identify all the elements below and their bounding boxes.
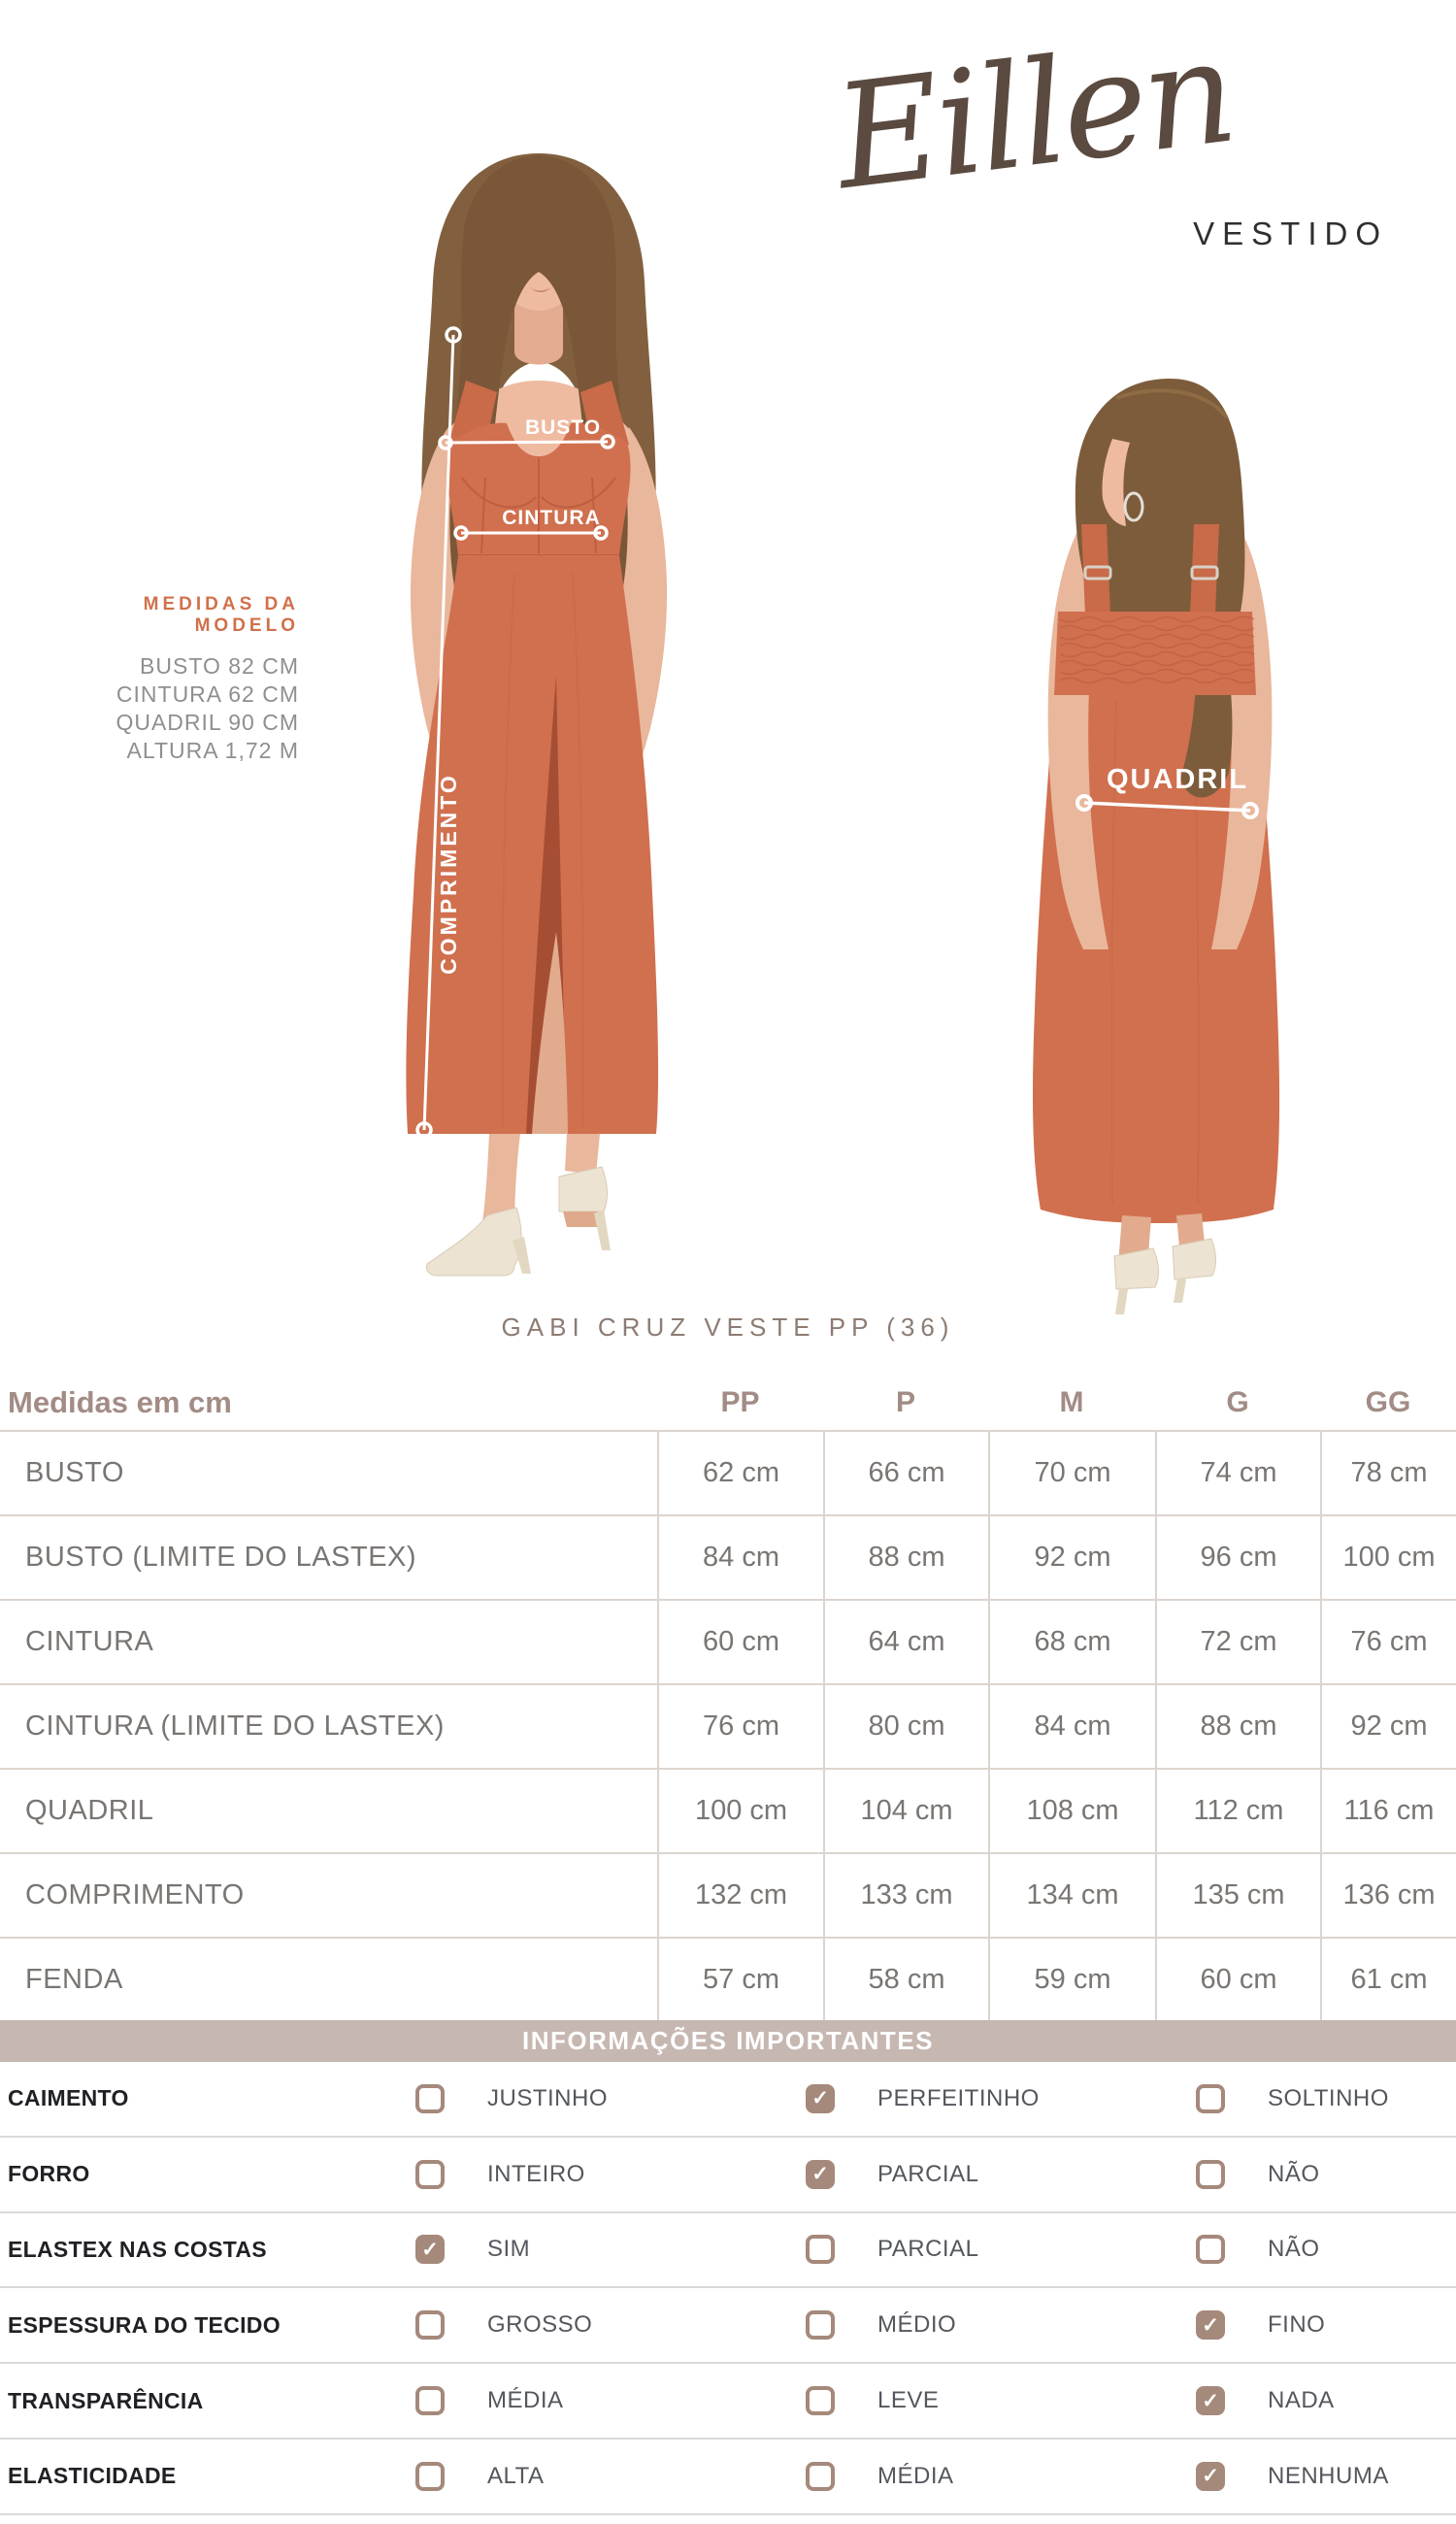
size-value-cell: 133 cm bbox=[823, 1854, 988, 1937]
option-label: FINO bbox=[1268, 2311, 1326, 2339]
option-label: MÉDIO bbox=[877, 2311, 957, 2339]
photo-caption: GABI CRUZ VESTE PP (36) bbox=[501, 1312, 955, 1342]
checkbox[interactable] bbox=[415, 2084, 445, 2113]
option-label: GROSSO bbox=[487, 2311, 593, 2339]
size-value-cell: 135 cm bbox=[1155, 1854, 1320, 1937]
checkmark-icon: ✓ bbox=[421, 2238, 439, 2261]
checkbox[interactable] bbox=[1196, 2386, 1225, 2415]
quadril-label: QUADRIL bbox=[1106, 764, 1249, 795]
size-value-cell: 104 cm bbox=[823, 1770, 988, 1852]
size-value-cell: 116 cm bbox=[1320, 1770, 1456, 1852]
option-media bbox=[806, 2462, 954, 2491]
column-header-m: M bbox=[1059, 1385, 1084, 1418]
model-waist: CINTURA 62 CM bbox=[116, 681, 299, 707]
option-label: NÃO bbox=[1268, 2236, 1320, 2263]
table-row bbox=[0, 1768, 1456, 1852]
option-parcial bbox=[806, 2235, 978, 2264]
size-value-cell: 68 cm bbox=[988, 1601, 1155, 1683]
size-value-cell: 70 cm bbox=[988, 1432, 1155, 1514]
checkbox[interactable] bbox=[1196, 2160, 1225, 2189]
size-value-cell: 61 cm bbox=[1320, 1939, 1456, 2021]
size-label-cell: CINTURA (LIMITE DO LASTEX) bbox=[25, 1710, 445, 1742]
size-value-cell: 134 cm bbox=[988, 1854, 1155, 1937]
option-label: ALTA bbox=[487, 2462, 545, 2489]
size-value-cell: 88 cm bbox=[823, 1516, 988, 1599]
model-hip: QUADRIL 90 CM bbox=[116, 710, 299, 735]
back-right-shoe bbox=[1173, 1239, 1216, 1279]
table-row bbox=[0, 1514, 1456, 1599]
checkmark-icon: ✓ bbox=[1202, 2313, 1219, 2337]
size-value-cell: 136 cm bbox=[1320, 1854, 1456, 1937]
size-value-cell: 76 cm bbox=[1320, 1601, 1456, 1683]
size-value-cell: 78 cm bbox=[1320, 1432, 1456, 1514]
option-label: MÉDIA bbox=[487, 2387, 564, 2414]
size-value-cell: 74 cm bbox=[1155, 1432, 1320, 1514]
option-alta bbox=[415, 2462, 544, 2491]
cintura-label: CINTURA bbox=[502, 507, 601, 529]
size-label-cell: BUSTO (LIMITE DO LASTEX) bbox=[25, 1542, 417, 1573]
back-model-illustration bbox=[922, 233, 1330, 1320]
size-value-cell: 132 cm bbox=[657, 1854, 823, 1937]
checkbox[interactable] bbox=[806, 2386, 835, 2415]
size-label-cell: FENDA bbox=[25, 1964, 123, 1995]
option-nenhuma bbox=[1196, 2462, 1389, 2491]
column-header-pp: PP bbox=[720, 1385, 760, 1418]
column-header-p: P bbox=[895, 1385, 915, 1418]
size-table bbox=[0, 1375, 1456, 2023]
table-row bbox=[0, 1683, 1456, 1768]
info-row-caimento bbox=[0, 2062, 1456, 2138]
option-label: MÉDIA bbox=[877, 2462, 954, 2489]
size-value-cell: 96 cm bbox=[1155, 1516, 1320, 1599]
size-label-cell: BUSTO bbox=[25, 1457, 124, 1488]
size-label-cell: QUADRIL bbox=[25, 1795, 154, 1826]
checkbox[interactable] bbox=[415, 2310, 445, 2340]
size-value-cell: 108 cm bbox=[988, 1770, 1155, 1852]
option-leve bbox=[806, 2386, 939, 2415]
option-label: SOLTINHO bbox=[1268, 2084, 1389, 2111]
size-value-cell: 57 cm bbox=[657, 1939, 823, 2021]
brand-logo: Eillen bbox=[826, 7, 1241, 221]
info-row-forro bbox=[0, 2138, 1456, 2213]
back-left-shoe bbox=[1114, 1248, 1159, 1289]
checkbox[interactable] bbox=[415, 2235, 445, 2264]
model-measurements-block bbox=[58, 594, 299, 765]
checkbox[interactable] bbox=[415, 2386, 445, 2415]
checkbox[interactable] bbox=[806, 2462, 835, 2491]
checkmark-icon: ✓ bbox=[1202, 2389, 1219, 2412]
checkbox[interactable] bbox=[806, 2310, 835, 2340]
info-row-elastex bbox=[0, 2213, 1456, 2289]
info-row-label: FORRO bbox=[8, 2161, 90, 2187]
checkbox[interactable] bbox=[1196, 2310, 1225, 2340]
info-section bbox=[0, 2062, 1456, 2515]
size-value-cell: 100 cm bbox=[1320, 1516, 1456, 1599]
checkbox[interactable] bbox=[415, 2462, 445, 2491]
option-label: PARCIAL bbox=[877, 2236, 979, 2263]
option-nao bbox=[1196, 2235, 1320, 2264]
size-value-cell: 88 cm bbox=[1155, 1685, 1320, 1768]
checkbox[interactable] bbox=[806, 2084, 835, 2113]
info-row-espessura bbox=[0, 2288, 1456, 2364]
option-label: JUSTINHO bbox=[487, 2084, 608, 2111]
option-parcial bbox=[806, 2160, 978, 2189]
table-row bbox=[0, 1430, 1456, 1514]
size-value-cell: 100 cm bbox=[657, 1770, 823, 1852]
size-table-title: Medidas em cm bbox=[8, 1384, 232, 1419]
checkbox[interactable] bbox=[1196, 2462, 1225, 2491]
checkmark-icon: ✓ bbox=[811, 2163, 829, 2186]
option-label: NÃO bbox=[1268, 2160, 1320, 2187]
option-soltinho bbox=[1196, 2084, 1389, 2113]
checkmark-icon: ✓ bbox=[1202, 2465, 1219, 2488]
option-label: PERFEITINHO bbox=[877, 2084, 1040, 2111]
option-sim bbox=[415, 2235, 530, 2264]
size-value-cell: 72 cm bbox=[1155, 1601, 1320, 1683]
size-value-cell: 76 cm bbox=[657, 1685, 823, 1768]
option-label: INTEIRO bbox=[487, 2160, 585, 2187]
option-label: PARCIAL bbox=[877, 2160, 979, 2187]
back-photo bbox=[922, 233, 1330, 1320]
comprimento-label: COMPRIMENTO bbox=[436, 773, 461, 975]
info-section-title: INFORMAÇÕES IMPORTANTES bbox=[0, 2020, 1456, 2062]
checkbox[interactable] bbox=[415, 2160, 445, 2189]
option-inteiro bbox=[415, 2160, 585, 2189]
option-label: SIM bbox=[487, 2236, 531, 2263]
size-table-header bbox=[0, 1375, 1456, 1430]
size-value-cell: 62 cm bbox=[657, 1432, 823, 1514]
checkbox[interactable] bbox=[1196, 2084, 1225, 2113]
checkbox[interactable] bbox=[806, 2235, 835, 2264]
info-row-label: TRANSPARÊNCIA bbox=[8, 2387, 204, 2413]
size-value-cell: 80 cm bbox=[823, 1685, 988, 1768]
info-row-label: ELASTEX NAS COSTAS bbox=[8, 2236, 267, 2262]
info-row-label: ESPESSURA DO TECIDO bbox=[8, 2311, 281, 2338]
size-value-cell: 58 cm bbox=[823, 1939, 988, 2021]
table-row bbox=[0, 1937, 1456, 2023]
info-row-transparencia bbox=[0, 2364, 1456, 2440]
table-row bbox=[0, 1852, 1456, 1937]
size-value-cell: 92 cm bbox=[988, 1516, 1155, 1599]
model-bust: BUSTO 82 CM bbox=[140, 653, 299, 679]
size-value-cell: 84 cm bbox=[988, 1685, 1155, 1768]
table-row bbox=[0, 1599, 1456, 1683]
option-justinho bbox=[415, 2084, 608, 2113]
model-measurements-title: MEDIDAS DA MODELO bbox=[143, 594, 299, 636]
size-value-cell: 59 cm bbox=[988, 1939, 1155, 2021]
size-value-cell: 60 cm bbox=[657, 1601, 823, 1683]
size-value-cell: 112 cm bbox=[1155, 1770, 1320, 1852]
option-label: NADA bbox=[1268, 2387, 1335, 2414]
info-row-label: CAIMENTO bbox=[8, 2085, 129, 2111]
checkbox[interactable] bbox=[1196, 2235, 1225, 2264]
size-value-cell: 92 cm bbox=[1320, 1685, 1456, 1768]
size-value-cell: 66 cm bbox=[823, 1432, 988, 1514]
option-nada bbox=[1196, 2386, 1335, 2415]
column-header-g: G bbox=[1226, 1385, 1249, 1418]
option-media bbox=[415, 2386, 564, 2415]
option-label: NENHUMA bbox=[1268, 2462, 1389, 2489]
front-left-shoe bbox=[426, 1208, 521, 1276]
checkbox[interactable] bbox=[806, 2160, 835, 2189]
front-model-illustration bbox=[281, 136, 786, 1301]
front-photo bbox=[281, 136, 786, 1301]
info-row-elasticidade bbox=[0, 2440, 1456, 2515]
busto-label: BUSTO bbox=[524, 416, 602, 439]
option-nao bbox=[1196, 2160, 1320, 2189]
option-label: LEVE bbox=[877, 2387, 940, 2414]
size-label-cell: CINTURA bbox=[25, 1626, 154, 1657]
size-label-cell: COMPRIMENTO bbox=[25, 1879, 245, 1910]
front-right-shoe bbox=[559, 1167, 608, 1212]
option-grosso bbox=[415, 2310, 592, 2340]
column-header-gg: GG bbox=[1365, 1385, 1411, 1418]
size-value-cell: 84 cm bbox=[657, 1516, 823, 1599]
checkmark-icon: ✓ bbox=[811, 2087, 829, 2110]
model-height: ALTURA 1,72 M bbox=[126, 738, 299, 763]
option-medio bbox=[806, 2310, 956, 2340]
size-value-cell: 60 cm bbox=[1155, 1939, 1320, 2021]
option-perfeitinho bbox=[806, 2084, 1040, 2113]
size-value-cell: 64 cm bbox=[823, 1601, 988, 1683]
brand-category: VESTIDO bbox=[1193, 216, 1388, 251]
option-fino bbox=[1196, 2310, 1325, 2340]
info-row-label: ELASTICIDADE bbox=[8, 2463, 177, 2489]
